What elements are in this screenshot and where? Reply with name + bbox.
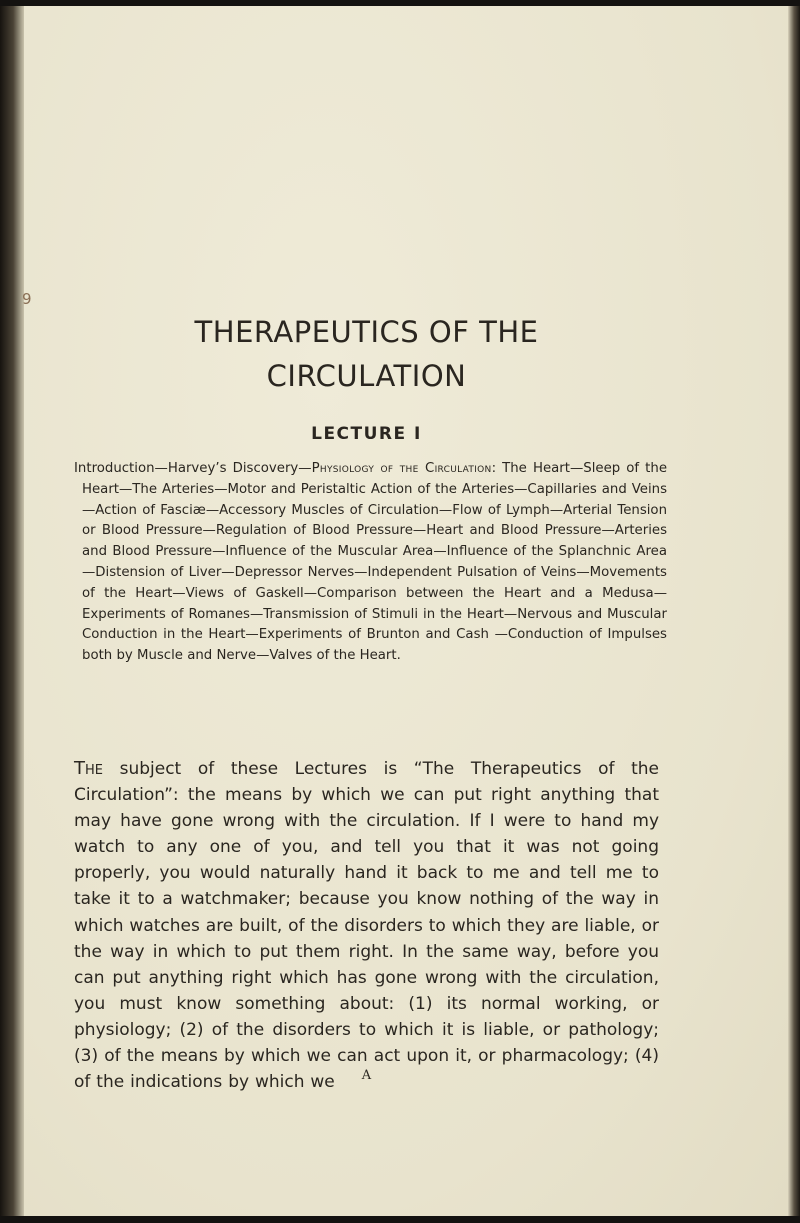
- book-title-line-2: CIRCULATION: [266, 359, 467, 393]
- page-bottom-edge: [0, 1216, 800, 1223]
- lecture-synopsis: [74, 459, 667, 667]
- signature-mark: A: [361, 1068, 372, 1083]
- synopsis-intro: Introduction—Harvey’s Discovery—: [74, 461, 312, 476]
- corner-mark: 9: [22, 290, 32, 308]
- book-spine-shadow: [0, 6, 24, 1216]
- page-top-edge: [0, 0, 800, 6]
- body-text: subject of these Lectures is “The Therapeutics of the Circulation”: the means by which we can put right anything that may have gone wrong with the circulation. If I were to hand my watch to any one of you, and tell you that it was not going properly, you would naturally hand it back to me and tell me to take it to a watchmaker; because you know nothing of the way in which watches are built, of the disorders to which they are liable, or the way in which to put them right. In the same way, before you can put anything right which has gone wrong with the circulation, you must know something about: (1) its normal working, or physiology; (2) of the disorders to which it is liable, or pathology; (3) of the means by which we can act upon it, or pharmacology; (4) of the indications by which we: [74, 759, 659, 1093]
- synopsis-topics: : The Heart—Sleep of the Heart—The Arteries—Motor and Peristaltic Action of the Arteries—Capillaries and Veins—Action of Fasciæ—Accessory Muscles of Circulation—Flow of Lymph—Arterial Tension or Blood Pressure—Regulation of Blood Pressure—Heart and Blood Pressure—Arteries and Blood Pressure—Influence of the Muscular Area—Influence of the Splanchnic Area—Distension of Liver—Depressor Nerves—Independent Pulsation of Veins—Movements of the Heart—Views of Gaskell—Comparison between the Heart and a Medusa—Experiments of Romanes—Transmission of Stimuli in the Heart—Nervous and Muscular Conduction in the Heart—Experiments of Brunton and Cash —Conduction of Impulses both by Muscle and Nerve—Valves of the Heart.: [82, 461, 667, 664]
- body-paragraph: [74, 756, 659, 1095]
- lecture-heading: LECTURE I: [311, 424, 422, 444]
- synopsis-section-heading: Physiology of the Circulation: [311, 461, 492, 476]
- body-lead-word: The: [74, 758, 103, 779]
- book-title-line-1: THERAPEUTICS OF THE: [194, 315, 539, 349]
- book-title: [74, 310, 659, 398]
- page-right-edge: [788, 0, 800, 1223]
